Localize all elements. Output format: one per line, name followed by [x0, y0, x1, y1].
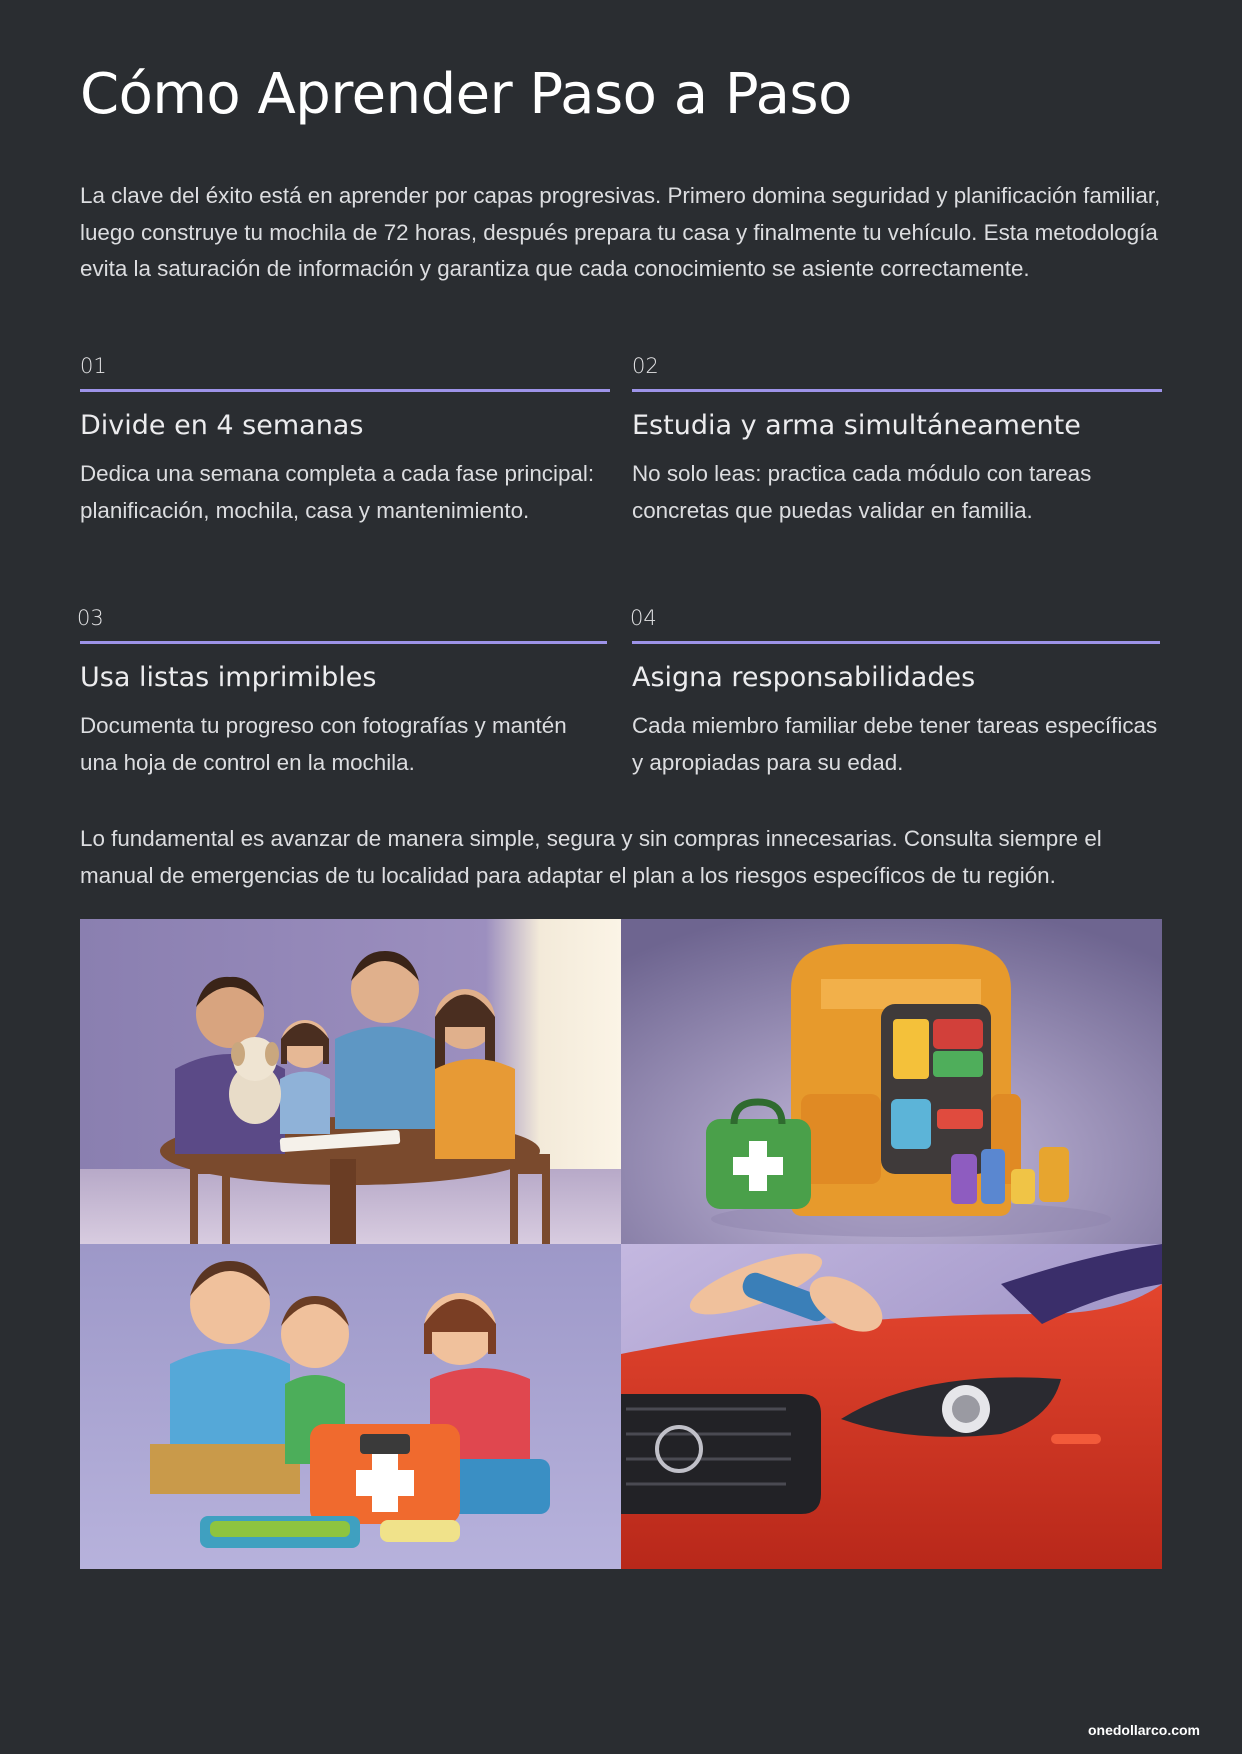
- illustration-grid: [80, 919, 1162, 1569]
- intro-paragraph: La clave del éxito está en aprender por capas progresivas. Primero domina seguridad y planificación familiar, luego construye tu mochila de 72 horas, después prepara tu casa y finalmente tu vehículo. Esta metodología evita la saturación de información y garantiza que cada conocimiento se asiente correctamente.: [80, 183, 1161, 281]
- step-card-2: [632, 351, 1162, 529]
- step-number: 04: [630, 606, 657, 630]
- step-card-4: [630, 603, 1160, 781]
- closing-paragraph: Lo fundamental es avanzar de manera simple, segura y sin compras innecesarias. Consulta siempre el manual de emergencias de tu localidad para adaptar el plan a los riesgos específicos de tu región.: [80, 826, 1102, 888]
- emergency-backpack-image: [621, 919, 1162, 1244]
- step-description: No solo leas: practica cada módulo con tareas concretas que puedas validar en familia.: [632, 461, 1092, 523]
- step-number: 02: [632, 354, 659, 378]
- step-card-3: [77, 603, 607, 781]
- step-title: Usa listas imprimibles: [80, 662, 377, 693]
- step-divider: [632, 389, 1162, 392]
- step-description: Dedica una semana completa a cada fase principal: planificación, mochila, casa y mantenimiento.: [80, 461, 595, 523]
- kids-first-aid-image: [80, 1244, 621, 1569]
- page-title: Cómo Aprender Paso a Paso: [80, 62, 852, 127]
- step-title: Divide en 4 semanas: [80, 410, 364, 441]
- car-maintenance-image: [621, 1244, 1162, 1569]
- step-divider: [632, 641, 1160, 644]
- step-card-1: [80, 351, 610, 529]
- step-number: 03: [77, 606, 104, 630]
- family-planning-image: [80, 919, 621, 1244]
- footer-brand[interactable]: onedollarco.com: [1087, 1722, 1200, 1738]
- step-divider: [80, 389, 610, 392]
- step-title: Asigna responsabilidades: [632, 662, 976, 693]
- step-description: Cada miembro familiar debe tener tareas específicas y apropiadas para su edad.: [632, 713, 1158, 775]
- step-number: 01: [80, 354, 107, 378]
- step-description: Documenta tu progreso con fotografías y mantén una hoja de control en la mochila.: [80, 713, 567, 775]
- step-divider: [80, 641, 607, 644]
- step-title: Estudia y arma simultáneamente: [632, 410, 1081, 441]
